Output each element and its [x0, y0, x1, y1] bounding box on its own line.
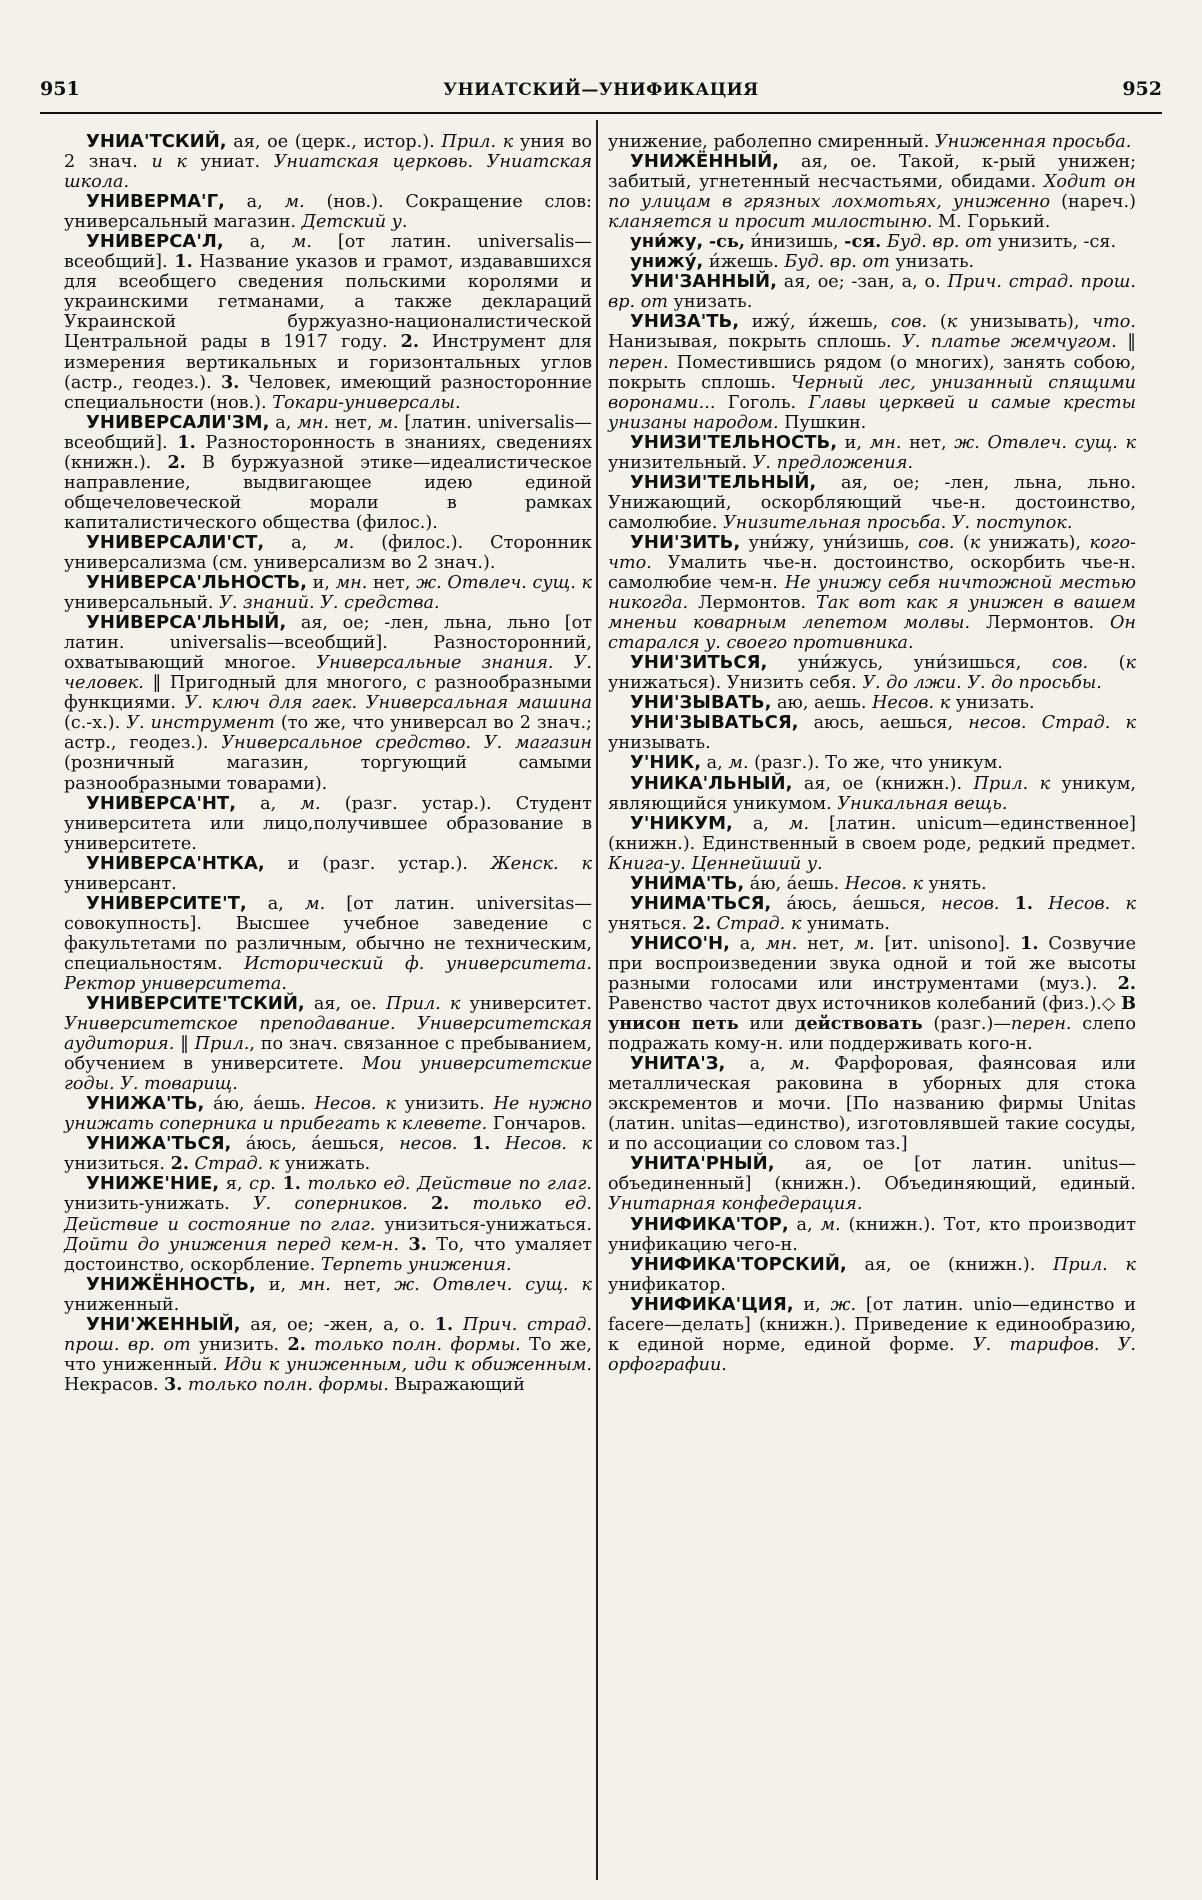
entry-headword: УНИВЕРСА'Л,: [86, 231, 224, 253]
dictionary-entry: [64, 994, 592, 1094]
entry-definition: а, м. (разг. устар.). Студент университета или лицо,получившее образование в университете.: [64, 793, 592, 854]
dictionary-entry: [64, 192, 592, 232]
entry-definition: ая, ое. Такой, к-рый унижен; забитый, угнетенный несчастьями, обидами. Ходит он по улицам в грязных лохмотьях, униженно (нареч.) кланяется и просит милостыню. М. Горький.: [608, 152, 1137, 233]
entry-headword: УНИЖЕ'НИЕ,: [86, 1173, 220, 1195]
entry-headword: УНИЗИ'ТЕЛЬНЫЙ,: [630, 471, 817, 493]
dictionary-entry: [64, 894, 592, 994]
entry-headword: унижу́,: [630, 251, 704, 273]
entry-definition: и́жешь. Буд. вр. от унизать.: [703, 252, 975, 273]
entry-headword: УНИВЕРСА'НТ,: [86, 792, 237, 814]
dictionary-entry: [608, 753, 1136, 773]
dictionary-entry: [608, 713, 1136, 753]
entry-definition: и, мн. нет, ж. Отвлеч. сущ. к униженный.: [64, 1274, 592, 1315]
entry-definition: ая, ое (книжн.). Прил. к унификатор.: [608, 1254, 1136, 1295]
entry-headword: УНИФИКА'ТОРСКИЙ,: [630, 1253, 847, 1275]
entry-headword: УНИФИКА'ЦИЯ,: [630, 1293, 794, 1315]
entry-definition: я, ср. 1. только ед. Действие по глаг. унизить-унижать. У. соперников. 2. только ед. Действие и состояние по глаг. унизиться-унижаться. Дойти до унижения перед кем-н. 3. То, что умаляет достоинство, оскорбление. Терпеть унижения.: [64, 1173, 592, 1275]
entry-headword: УНИ'ЗИТЬ,: [630, 531, 741, 553]
dictionary-entry: [608, 1054, 1136, 1154]
entry-definition: унижение, раболепно смиренный. Униженная просьба.: [608, 132, 1132, 152]
entry-definition: уни́жусь, уни́зишься, сов. (к унижаться). Унизить себя. У. до лжи. У. до просьбы.: [608, 653, 1136, 694]
entry-definition: а́ю, а́ешь. Несов. к унять.: [744, 873, 987, 894]
dictionary-entry: [608, 132, 1136, 152]
entry-definition: аю, аешь. Несов. к унизать.: [771, 693, 1035, 714]
column-divider: [596, 120, 598, 1880]
entry-headword: уни́жу,: [630, 231, 704, 253]
entry-definition: и (разг. устар.). Женск. к универсант.: [64, 853, 593, 894]
dictionary-entry: [64, 613, 592, 793]
entry-headword: УНИКА'ЛЬНЫЙ,: [630, 772, 793, 794]
entry-definition: а, м. (филос.). Сторонник универсализма (см. универсализм во 2 знач.).: [64, 532, 592, 573]
entry-headword: УНИМА'ТЬСЯ,: [630, 892, 772, 914]
entry-definition: уни́жу, уни́зишь, сов. (к унижать), кого-что. Умалить чье-н. достоинство, оскорбить чье-н. самолюбие чем-н. Не унижу себя ничтожной местью никогда. Лермонтов. Так вот как я унижен в вашем мненьи коварным лепетом молвы. Лермонтов. Он старался у. своего противника.: [608, 532, 1136, 654]
entry-definition: ая, ое; -жен, а, о. 1. Прич. страд. прош. вр. от унизить. 2. только полн. формы. То же, что униженный. Иди к униженным, иди к обиженным. Некрасов. 3. только полн. формы. Выражающий: [64, 1313, 593, 1395]
entry-headword: УНИ'ЗЫВАТЬСЯ,: [630, 712, 799, 734]
entry-definition: ижу́, и́жешь, сов. (к унизывать), что. Нанизывая, покрыть сплошь. У. платье жемчугом. ‖ перен. Поместившись рядом (о многих), занять собою, покрыть сплошь. Черный лес, унизанный спящими воронами... Гоголь. Главы церквей и самые кресты унизаны народом. Пушкин.: [608, 312, 1137, 433]
dictionary-entry: [608, 473, 1136, 533]
entry-definition: а, мн. нет, м. [ит. unisono]. 1. Созвучие при воспроизведении звука одной и той же высоты разными голосами или инструментами (муз.). 2. Равенство частот двух источников колебаний (физ.).◇ В унисон петь или действовать (разг.)—перен. слепо подражать кому-н. или поддерживать кого-н.: [608, 932, 1136, 1055]
dictionary-entry: [608, 272, 1136, 312]
dictionary-entry: [608, 774, 1136, 814]
dictionary-entry: [64, 413, 592, 533]
running-title: УНИАТСКИЙ—УНИФИКАЦИЯ: [443, 80, 759, 100]
entry-definition: ая, ое; -зан, а, о. Прич. страд. прош. вр. от унизать.: [608, 272, 1136, 313]
dictionary-entry: [608, 312, 1136, 432]
entry-headword: УНИВЕРСИТЕ'Т,: [86, 892, 247, 914]
dictionary-entry: [608, 232, 1136, 252]
dictionary-entry: [64, 1315, 592, 1395]
entry-definition: а, м. [от латин. universalis—всеобщий]. 1. Название указов и грамот, издававшихся для всеобщего сведения польскими королями и украинскими гетманами, а также деклараций Украинской буржуазно-националистической Центральной рады в 1917 году. 2. Инструмент для измерения вертикальных и горизонтальных углов (астр., геодез.). 3. Человек, имеющий разносторонние специальности (нов.). Токари-универсалы.: [64, 232, 593, 413]
entry-definition: а, мн. нет, м. [латин. universalis—всеобщий]. 1. Разносторонность в знаниях, сведениях (книжн.). 2. В буржуазной этике—идеалистическое направление, выдвигающее идею единой общечеловеческой морали в рамках капиталистического общества (филос.).: [64, 412, 592, 533]
left-column: [64, 132, 592, 1395]
entry-headword: УНИФИКА'ТОР,: [630, 1213, 789, 1235]
entry-headword: УНИВЕРСИТЕ'ТСКИЙ,: [86, 993, 305, 1015]
entry-headword: УНИ'ЖЕННЫЙ,: [86, 1313, 241, 1335]
entry-headword: УНИ'ЗИТЬСЯ,: [630, 652, 768, 674]
entry-headword: УНИСО'Н,: [630, 932, 730, 954]
right-page-number: 952: [1122, 78, 1162, 100]
entry-headword: УНИВЕРСАЛИ'ЗМ,: [86, 411, 270, 433]
dictionary-entry: [608, 152, 1136, 232]
entry-headword: УНИ'ЗАННЫЙ,: [630, 271, 777, 293]
dictionary-entry: [608, 1215, 1136, 1255]
dictionary-entry: [64, 533, 592, 573]
entry-headword: УНИВЕРМА'Г,: [86, 191, 225, 213]
entry-headword: У'НИКУМ,: [630, 812, 733, 834]
dictionary-entry: [64, 854, 592, 894]
dictionary-entry: [608, 533, 1136, 653]
entry-definition: ая, ое. Прил. к университет. Университетское преподавание. Университетская аудитория. ‖ Прил., по знач. связанное с пребыванием, обучением в университете. Мои университетские годы. У. товарищ.: [64, 994, 593, 1095]
dictionary-entry: [608, 934, 1136, 1054]
entry-definition: а́юсь, а́ешься, несов. 1. Несов. к уняться. 2. Страд. к унимать.: [608, 892, 1136, 934]
dictionary-entry: [64, 1134, 592, 1174]
entry-headword: УНИА'ТСКИЙ,: [86, 131, 227, 152]
entry-headword: УНИВЕРСА'ЛЬНОСТЬ,: [86, 572, 307, 594]
dictionary-entry: [608, 814, 1136, 874]
dictionary-entry: [608, 252, 1136, 272]
dictionary-entry: [64, 232, 592, 412]
dictionary-entry: [64, 1174, 592, 1274]
entry-headword: УНИЖА'ТЬ,: [86, 1093, 205, 1115]
right-column: [608, 132, 1136, 1375]
entry-headword: УНИВЕРСА'ЛЬНЫЙ,: [86, 612, 287, 634]
dictionary-entry: [608, 433, 1136, 473]
dictionary-entry: [64, 1094, 592, 1134]
entry-headword: УНИЖЁННЫЙ,: [630, 151, 780, 173]
entry-definition: а, м. [латин. unicum—единственное] (книжн.). Единственный в своем роде, редкий предмет. Книга-у. Ценнейший у.: [608, 813, 1136, 874]
entry-definition: а́юсь, а́ешься, несов. 1. Несов. к унизиться. 2. Страд. к унижать.: [64, 1133, 592, 1175]
dictionary-entry: [64, 1275, 592, 1315]
dictionary-entry: [608, 874, 1136, 894]
entry-definition: -сь, и́низишь, -ся. Буд. вр. от унизить, -ся.: [708, 231, 1117, 253]
entry-headword: УНИЖЁННОСТЬ,: [86, 1273, 256, 1295]
dictionary-entry: [608, 693, 1136, 713]
entry-headword: УНИ'ЗЫВАТЬ,: [630, 692, 772, 714]
entry-definition: а, м. (книжн.). Тот, кто производит унификацию чего-н.: [608, 1214, 1136, 1255]
dictionary-entry: [608, 894, 1136, 934]
entry-headword: УНИТА'РНЫЙ,: [630, 1153, 775, 1175]
entry-definition: и, мн. нет, ж. Отвлеч. сущ. к унизительный. У. предложения.: [608, 432, 1137, 473]
entry-definition: ая, ое; -лен, льна, льно. Унижающий, оскорбляющий чье-н. достоинство, самолюбие. Унизительная просьба. У. поступок.: [608, 472, 1136, 533]
dictionary-entry: [608, 653, 1136, 693]
entry-definition: и, ж. [от латин. unio—единство и facere—делать] (книжн.). Приведение к единообразию, к единой норме, единой форме. У. тарифов. У. орфографии.: [608, 1294, 1136, 1375]
entry-definition: ая, ое (книжн.). Прил. к уникум, являющийся уникумом. Уникальная вещь.: [608, 773, 1136, 814]
entry-definition: а́ю, а́ешь. Несов. к унизить. Не нужно унижать соперника и прибегать к клевете. Гончаров.: [64, 1094, 593, 1135]
entry-definition: а, м. (нов.). Сокращение слов: универсальный магазин. Детский у.: [64, 192, 592, 233]
entry-definition: а, м. (разг.). То же, что уникум.: [701, 753, 1003, 774]
entry-definition: аюсь, аешься, несов. Страд. к унизывать.: [608, 713, 1136, 754]
entry-definition: ая, ое [от латин. unitus—объединенный] (книжн.). Объединяющий, единый. Унитарная конфедерация.: [608, 1154, 1136, 1215]
entry-headword: У'НИК,: [630, 752, 702, 774]
dictionary-entry: [64, 132, 592, 192]
entry-definition: ая, ое; -лен, льна, льно [от латин. universalis—всеобщий]. Разносторонний, охватывающий многое. Универсальные знания. У. человек. ‖ Пригодный для многого, с разнообразными функциями. У. ключ для гаек. Универсальная машина (с.-х.). У. инструмент (то же, что универсал во 2 знач.; астр., геодез.). Универсальное средство. У. магазин (розничный магазин, торгующий самыми разнообразными товарами).: [64, 613, 592, 794]
dictionary-entry: [608, 1154, 1136, 1214]
entry-headword: УНИЗА'ТЬ,: [630, 311, 740, 333]
page-header: [40, 76, 1162, 114]
entry-definition: и, мн. нет, ж. Отвлеч. сущ. к универсальный. У. знаний. У. средства.: [64, 573, 592, 614]
dictionary-entry: [64, 573, 592, 613]
entry-definition: а, м. [от латин. universitas—совокупность]. Высшее учебное заведение с факультетами по различным, обычно не техническим, специальностям. Исторический ф. университета. Ректор университета.: [64, 893, 592, 994]
left-page-number: 951: [40, 78, 80, 100]
entry-headword: УНИВЕРСА'НТКА,: [86, 852, 265, 874]
entry-headword: УНИЖА'ТЬСЯ,: [86, 1133, 232, 1155]
entry-headword: УНИВЕРСАЛИ'СТ,: [86, 531, 265, 553]
entry-headword: УНИЗИ'ТЕЛЬНОСТЬ,: [630, 431, 838, 453]
entry-headword: УНИМА'ТЬ,: [630, 872, 745, 894]
dictionary-entry: [608, 1295, 1136, 1375]
entry-definition: а, м. Фарфоровая, фаянсовая или металлическая раковина в уборных для стока экскрементов и мочи. [По названию фирмы Unitas (латин. unitas—единство), изготовлявшей такие сосуды, и по ассоциации со словом таз.]: [608, 1054, 1136, 1155]
entry-headword: УНИТА'З,: [630, 1053, 726, 1075]
entry-definition: ая, ое (церк., истор.). Прил. к уния во 2 знач. и к униат. Униатская церковь. Униатская школа.: [64, 132, 592, 193]
dictionary-entry: [608, 1255, 1136, 1295]
dictionary-entry: [64, 794, 592, 854]
